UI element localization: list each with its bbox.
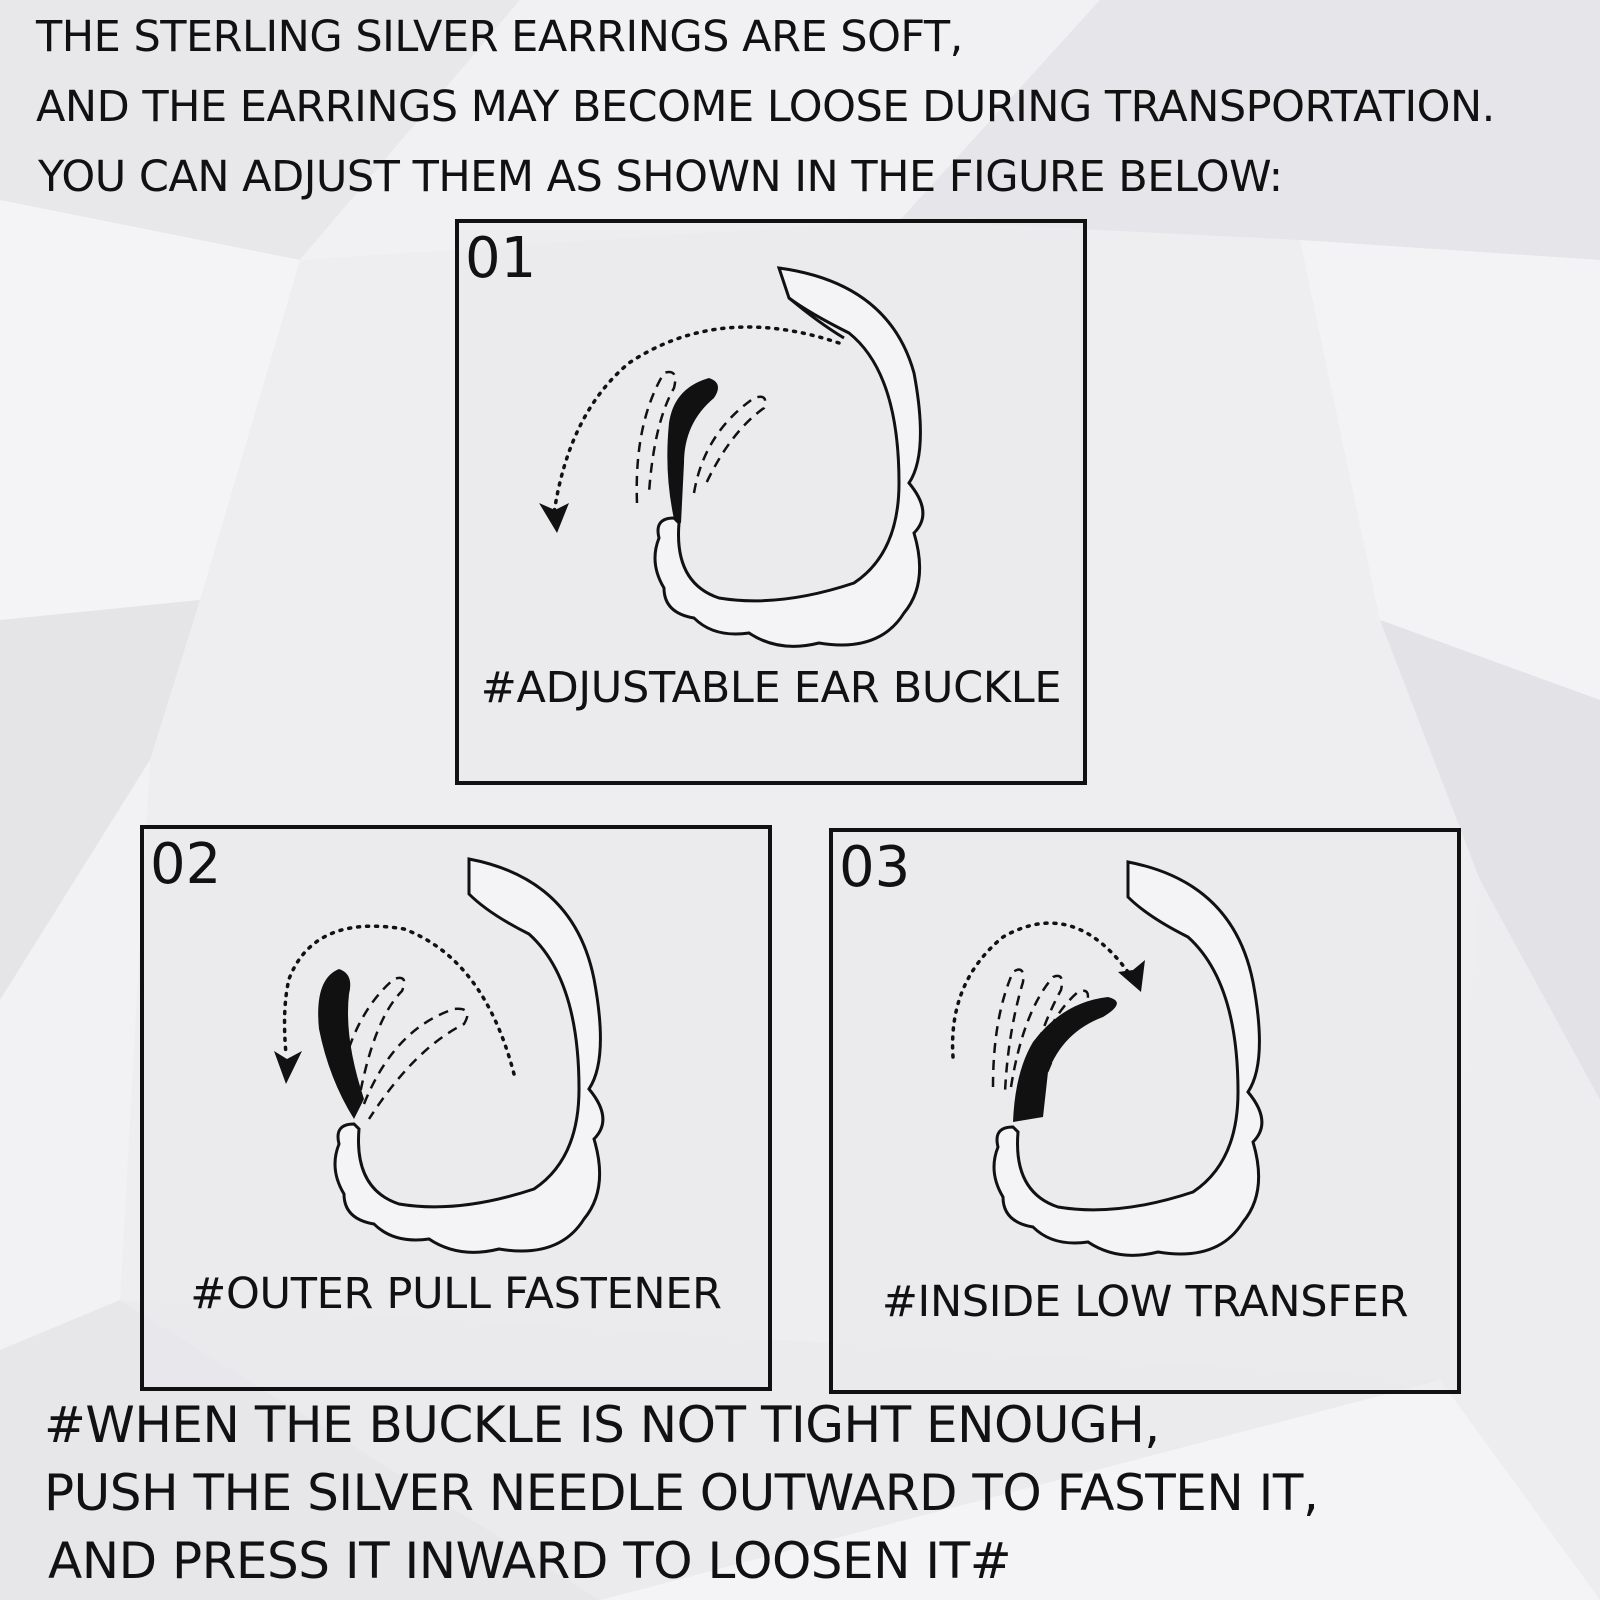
- footer-line-2: PUSH THE SILVER NEEDLE OUTWARD TO FASTEN IT,: [44, 1464, 1319, 1522]
- panel-caption: #ADJUSTABLE EAR BUCKLE: [480, 663, 1062, 713]
- panel-number: 01: [465, 226, 537, 291]
- footer-line-1: #WHEN THE BUCKLE IS NOT TIGHT ENOUGH,: [44, 1396, 1160, 1454]
- intro-line-1: THE STERLING SILVER EARRINGS ARE SOFT,: [36, 12, 963, 62]
- footer-line-3: AND PRESS IT INWARD TO LOOSEN IT#: [48, 1532, 1012, 1590]
- panel-number: 03: [839, 835, 911, 900]
- panel-caption: #OUTER PULL FASTENER: [190, 1269, 722, 1319]
- intro-line-3: YOU CAN ADJUST THEM AS SHOWN IN THE FIGURE BELOW:: [38, 152, 1283, 202]
- panel-03: [829, 828, 1461, 1394]
- panel-01: [455, 219, 1087, 785]
- panel-caption: #INSIDE LOW TRANSFER: [881, 1277, 1409, 1327]
- panel-02: [140, 825, 772, 1391]
- intro-line-2: AND THE EARRINGS MAY BECOME LOOSE DURING TRANSPORTATION.: [36, 82, 1495, 132]
- panel-number: 02: [150, 832, 222, 897]
